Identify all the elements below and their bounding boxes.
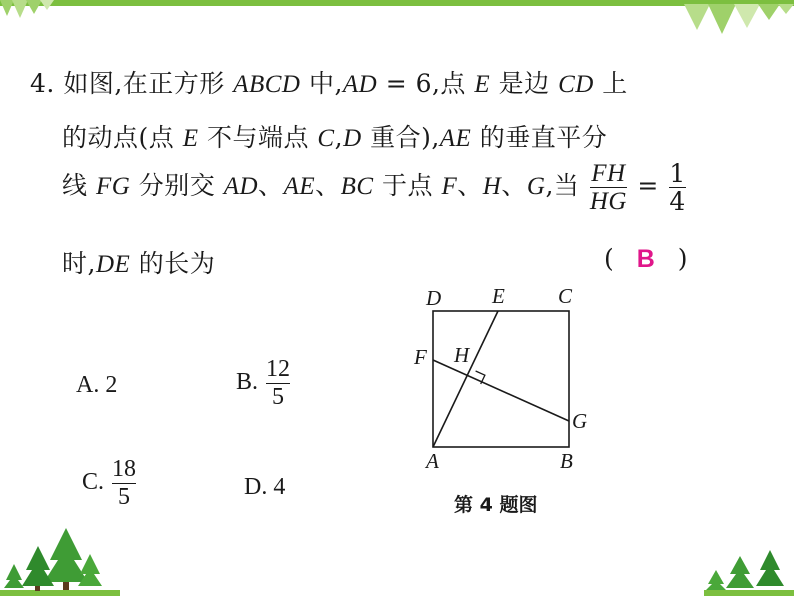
- segment-ae: [433, 311, 498, 447]
- figure-caption: 第 4 题图: [454, 494, 538, 516]
- top-left-leaf-decoration: [0, 0, 60, 22]
- label-h: H: [454, 343, 470, 367]
- label-g: G: [572, 409, 588, 433]
- answer-bracket: ( B ): [604, 244, 688, 273]
- choice-a: A. 2: [76, 372, 118, 398]
- label-a: A: [426, 449, 439, 473]
- question-line-3: 线 FG 分别交 AD、AE、BC 于点 F、H、G,当 $\frac{FH}{HG}$ = $\frac{1}{4}$: [62, 159, 686, 216]
- label-d: D: [426, 286, 442, 310]
- choice-d: D. 4: [244, 474, 286, 500]
- label-f: F: [414, 345, 427, 369]
- question-number: 4.: [30, 69, 55, 98]
- bottom-left-trees-decoration: [0, 524, 120, 596]
- question-line-4: 时,DE 的长为: [62, 249, 216, 278]
- square-figure: [400, 280, 610, 480]
- answer-letter: B: [636, 245, 656, 273]
- choice-c: C. $\frac{18}{5}$: [82, 456, 137, 510]
- header-bar: [0, 0, 794, 6]
- segment-fg: [433, 360, 569, 421]
- square-abcd: [433, 311, 569, 447]
- choice-b: B. $\frac{12}{5}$: [236, 356, 291, 410]
- label-e: E: [492, 284, 505, 308]
- question-line-1: 4. 如图,在正方形 ABCD 中,AD = 6,点 E 是边 CD 上: [30, 69, 628, 98]
- label-c: C: [558, 284, 573, 308]
- fraction-one-quarter: $\frac{1}{4}$: [669, 159, 686, 216]
- label-b: B: [560, 449, 573, 473]
- bottom-right-trees-decoration: [704, 548, 794, 596]
- fraction-fh-hg: $\frac{FH}{HG}$: [589, 160, 627, 215]
- question-line-2: 的动点(点 E 不与端点 C,D 重合),AE 的垂直平分: [62, 123, 608, 152]
- top-right-leaf-decoration: [684, 0, 794, 34]
